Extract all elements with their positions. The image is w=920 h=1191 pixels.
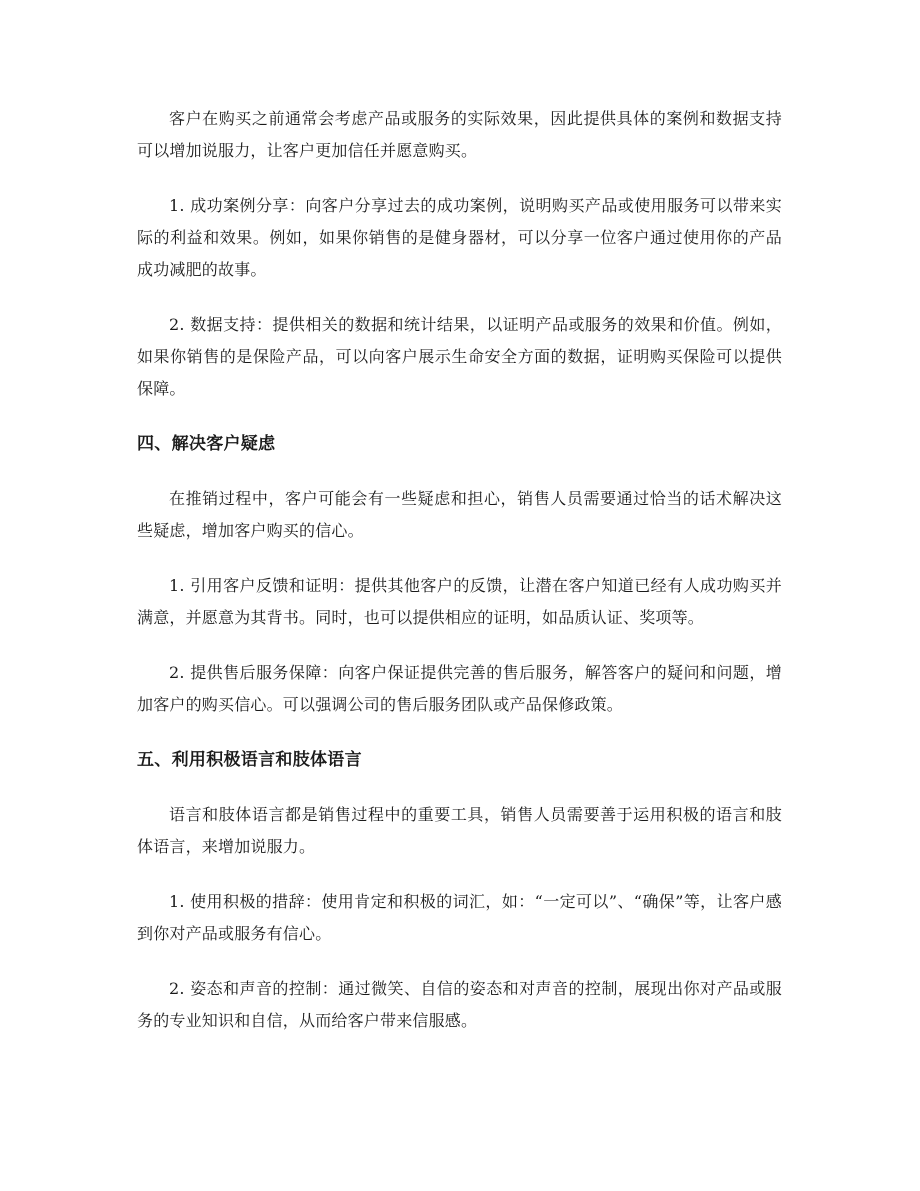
customer-feedback-paragraph: 1. 引用客户反馈和证明：提供其他客户的反馈，让潜在客户知道已经有人成功购买并满意，并愿意为其背书。同时，也可以提供相应的证明，如品质认证、奖项等。 <box>137 576 782 627</box>
positive-wording-paragraph: 1. 使用积极的措辞：使用肯定和积极的词汇，如：“一定可以”、“确保”等，让客户感到你对产品或服务有信心。 <box>137 892 782 943</box>
data-support-paragraph: 2. 数据支持：提供相关的数据和统计结果，以证明产品或服务的效果和价值。例如，如果你销售的是保险产品，可以向客户展示生命安全方面的数据，证明购买保险可以提供保障。 <box>137 315 782 398</box>
section4-intro-paragraph: 在推销过程中，客户可能会有一些疑虑和担心，销售人员需要通过恰当的话术解决这些疑虑，增加客户购买的信心。 <box>137 489 782 540</box>
section-heading-4: 四、解决客户疑虑 <box>137 434 276 454</box>
intro-paragraph: 客户在购买之前通常会考虑产品或服务的实际效果，因此提供具体的案例和数据支持可以增加说服力，让客户更加信任并愿意购买。 <box>137 109 782 160</box>
section5-intro-paragraph: 语言和肢体语言都是销售过程中的重要工具，销售人员需要善于运用积极的语言和肢体语言，来增加说服力。 <box>137 805 782 856</box>
section-heading-5: 五、利用积极语言和肢体语言 <box>137 750 362 770</box>
after-sales-paragraph: 2. 提供售后服务保障：向客户保证提供完善的售后服务，解答客户的疑问和问题，增加客户的购买信心。可以强调公司的售后服务团队或产品保修政策。 <box>137 663 782 714</box>
posture-voice-paragraph: 2. 姿态和声音的控制：通过微笑、自信的姿态和对声音的控制，展现出你对产品或服务的专业知识和自信，从而给客户带来信服感。 <box>137 979 782 1030</box>
document-body <box>137 103 782 1060</box>
case-study-paragraph: 1. 成功案例分享：向客户分享过去的成功案例，说明购买产品或使用服务可以带来实际的利益和效果。例如，如果你销售的是健身器材，可以分享一位客户通过使用你的产品成功减肥的故事。 <box>137 196 782 279</box>
